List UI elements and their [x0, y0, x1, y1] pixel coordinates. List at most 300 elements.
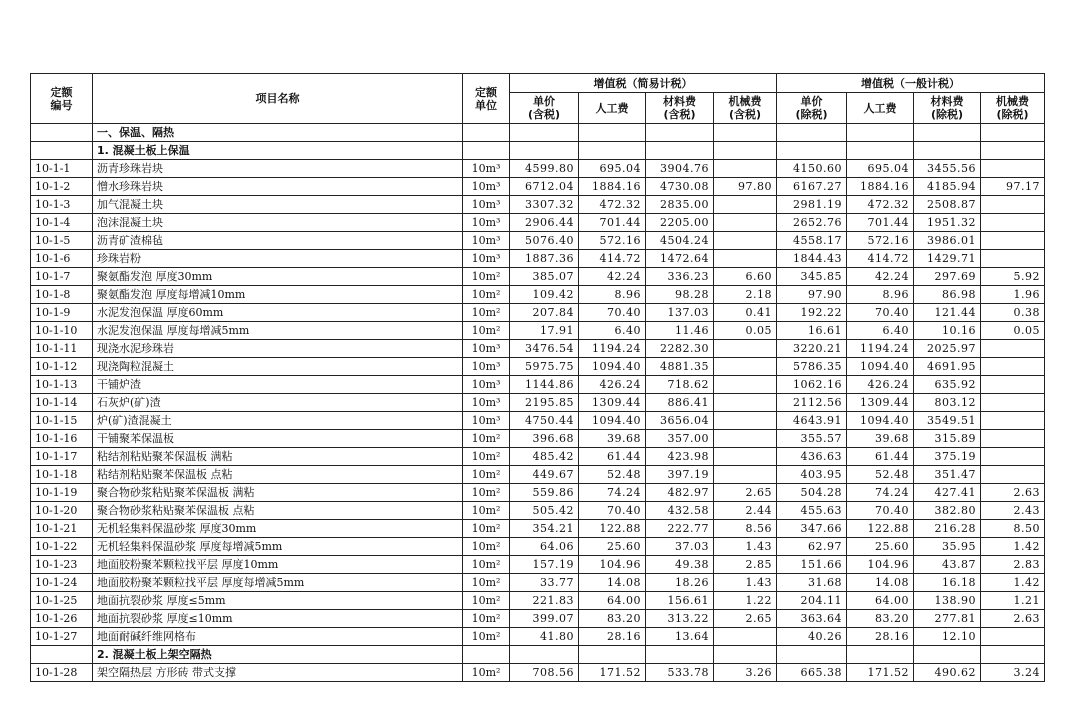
row-value: 4881.35: [646, 358, 714, 376]
row-unit: 10m³: [463, 376, 510, 394]
row-unit: 10m²: [463, 304, 510, 322]
subsection-title: 1. 混凝土板上保温: [93, 142, 463, 160]
row-value: 122.88: [847, 520, 914, 538]
table-row: [31, 664, 1045, 682]
row-name: 珍珠岩粉: [93, 250, 463, 268]
row-value: 3549.51: [914, 412, 981, 430]
row-unit: 10m³: [463, 214, 510, 232]
row-value: 62.97: [777, 538, 847, 556]
row-value: 42.24: [847, 268, 914, 286]
table-row: [31, 376, 1045, 394]
row-value: 695.04: [847, 160, 914, 178]
row-name: 现浇水泥珍珠岩: [93, 340, 463, 358]
row-value: 1.42: [981, 538, 1045, 556]
row-value: [981, 160, 1045, 178]
row-value: [714, 196, 777, 214]
row-value: 13.64: [646, 628, 714, 646]
row-code: 10-1-27: [31, 628, 93, 646]
row-value: 385.07: [510, 268, 579, 286]
row-value: 2112.56: [777, 394, 847, 412]
row-value: 701.44: [847, 214, 914, 232]
row-value: 42.24: [579, 268, 646, 286]
row-name: 沥青矿渣棉毡: [93, 232, 463, 250]
row-name: 沥青珍珠岩块: [93, 160, 463, 178]
row-value: 1309.44: [579, 394, 646, 412]
row-value: [714, 412, 777, 430]
row-value: 354.21: [510, 520, 579, 538]
row-value: 1472.64: [646, 250, 714, 268]
row-name: 粘结剂粘贴聚苯保温板 点粘: [93, 466, 463, 484]
row-value: 572.16: [847, 232, 914, 250]
row-value: [981, 430, 1045, 448]
row-value: 4643.91: [777, 412, 847, 430]
row-value: 2508.87: [914, 196, 981, 214]
row-code: 10-1-19: [31, 484, 93, 502]
row-value: 2.63: [981, 610, 1045, 628]
row-value: 490.62: [914, 664, 981, 682]
row-value: 3307.32: [510, 196, 579, 214]
row-unit: 10m³: [463, 358, 510, 376]
row-value: 2.65: [714, 484, 777, 502]
row-value: 61.44: [847, 448, 914, 466]
row-value: 151.66: [777, 556, 847, 574]
row-value: 396.68: [510, 430, 579, 448]
row-value: 414.72: [847, 250, 914, 268]
row-value: [981, 250, 1045, 268]
row-name: 炉(矿)渣混凝土: [93, 412, 463, 430]
row-value: 1.43: [714, 574, 777, 592]
row-value: 336.23: [646, 268, 714, 286]
row-value: 3986.01: [914, 232, 981, 250]
row-value: 0.41: [714, 304, 777, 322]
row-value: 1309.44: [847, 394, 914, 412]
row-unit: 10m²: [463, 592, 510, 610]
row-name: 聚合物砂浆粘贴聚苯保温板 点粘: [93, 502, 463, 520]
row-value: 70.40: [847, 502, 914, 520]
row-value: 1062.16: [777, 376, 847, 394]
row-name: 地面耐碱纤维网格布: [93, 628, 463, 646]
table-row: [31, 448, 1045, 466]
row-name: 聚合物砂浆粘贴聚苯保温板 满粘: [93, 484, 463, 502]
row-value: 5975.75: [510, 358, 579, 376]
row-unit: 10m²: [463, 664, 510, 682]
row-value: 427.41: [914, 484, 981, 502]
row-value: 1094.40: [847, 358, 914, 376]
row-value: 157.19: [510, 556, 579, 574]
row-value: 97.17: [981, 178, 1045, 196]
table-row: [31, 466, 1045, 484]
row-value: 35.95: [914, 538, 981, 556]
row-value: 559.86: [510, 484, 579, 502]
row-value: 2.65: [714, 610, 777, 628]
row-name: 地面抗裂砂浆 厚度≤5mm: [93, 592, 463, 610]
row-value: 2.18: [714, 286, 777, 304]
row-value: 2.85: [714, 556, 777, 574]
row-value: 403.95: [777, 466, 847, 484]
row-value: 382.80: [914, 502, 981, 520]
row-code: 10-1-25: [31, 592, 93, 610]
row-name: 干铺炉渣: [93, 376, 463, 394]
table-row: [31, 502, 1045, 520]
row-unit: 10m³: [463, 340, 510, 358]
row-unit: 10m²: [463, 484, 510, 502]
table-row: [31, 214, 1045, 232]
row-unit: 10m³: [463, 196, 510, 214]
row-value: 2.44: [714, 502, 777, 520]
row-value: 345.85: [777, 268, 847, 286]
row-name: 泡沫混凝土块: [93, 214, 463, 232]
row-unit: 10m²: [463, 628, 510, 646]
row-value: 97.80: [714, 178, 777, 196]
table-row: [31, 430, 1045, 448]
table-row: [31, 232, 1045, 250]
row-value: 313.22: [646, 610, 714, 628]
row-value: 708.56: [510, 664, 579, 682]
row-value: 315.89: [914, 430, 981, 448]
row-value: 8.56: [714, 520, 777, 538]
table-row: [31, 574, 1045, 592]
row-unit: 10m²: [463, 430, 510, 448]
row-value: 472.32: [579, 196, 646, 214]
row-value: 4185.94: [914, 178, 981, 196]
row-name: 架空隔热层 方形砖 带式支撑: [93, 664, 463, 682]
header-simple-col-0: 单价 (含税): [510, 93, 579, 124]
row-value: 8.96: [579, 286, 646, 304]
row-value: 109.42: [510, 286, 579, 304]
row-value: 4599.80: [510, 160, 579, 178]
row-value: 4504.24: [646, 232, 714, 250]
row-unit: 10m²: [463, 322, 510, 340]
row-value: 2906.44: [510, 214, 579, 232]
row-value: 375.19: [914, 448, 981, 466]
row-value: 4150.60: [777, 160, 847, 178]
row-value: 83.20: [579, 610, 646, 628]
row-code: 10-1-20: [31, 502, 93, 520]
subsection-row: [31, 646, 1045, 664]
row-value: 347.66: [777, 520, 847, 538]
row-value: 5076.40: [510, 232, 579, 250]
row-value: 455.63: [777, 502, 847, 520]
section-row: [31, 124, 1045, 142]
row-value: [981, 628, 1045, 646]
row-value: 25.60: [847, 538, 914, 556]
table-row: [31, 322, 1045, 340]
row-code: 10-1-11: [31, 340, 93, 358]
row-value: 886.41: [646, 394, 714, 412]
table-row: [31, 196, 1045, 214]
row-name: 聚氨酯发泡 厚度30mm: [93, 268, 463, 286]
row-value: 64.00: [579, 592, 646, 610]
row-value: 426.24: [579, 376, 646, 394]
row-unit: 10m²: [463, 286, 510, 304]
table-row: [31, 286, 1045, 304]
row-value: 18.26: [646, 574, 714, 592]
row-value: [714, 466, 777, 484]
row-value: 2981.19: [777, 196, 847, 214]
row-value: [714, 214, 777, 232]
row-value: 399.07: [510, 610, 579, 628]
row-value: 16.18: [914, 574, 981, 592]
header-code: 定额 编号: [31, 74, 93, 124]
row-code: 10-1-9: [31, 304, 93, 322]
row-value: 3220.21: [777, 340, 847, 358]
section-title: 一、保温、隔热: [93, 124, 463, 142]
row-value: 2.43: [981, 502, 1045, 520]
table-body: [31, 124, 1045, 682]
row-unit: 10m³: [463, 160, 510, 178]
row-value: 1194.24: [579, 340, 646, 358]
row-value: 192.22: [777, 304, 847, 322]
row-value: 1094.40: [579, 358, 646, 376]
row-code: 10-1-15: [31, 412, 93, 430]
row-value: 41.80: [510, 628, 579, 646]
row-value: 4750.44: [510, 412, 579, 430]
row-value: 14.08: [579, 574, 646, 592]
row-value: 357.00: [646, 430, 714, 448]
table-row: [31, 556, 1045, 574]
row-name: 加气混凝土块: [93, 196, 463, 214]
row-value: 1.22: [714, 592, 777, 610]
row-value: 4691.95: [914, 358, 981, 376]
row-value: [714, 628, 777, 646]
row-value: [714, 160, 777, 178]
row-value: 222.77: [646, 520, 714, 538]
row-value: [714, 376, 777, 394]
row-code: 10-1-10: [31, 322, 93, 340]
row-value: 397.19: [646, 466, 714, 484]
subsection-title: 2. 混凝土板上架空隔热: [93, 646, 463, 664]
row-value: [981, 214, 1045, 232]
row-value: 5.92: [981, 268, 1045, 286]
row-value: 423.98: [646, 448, 714, 466]
table-row: [31, 628, 1045, 646]
row-value: 97.90: [777, 286, 847, 304]
row-value: 138.90: [914, 592, 981, 610]
row-value: 39.68: [847, 430, 914, 448]
row-value: 0.05: [981, 322, 1045, 340]
row-code: 10-1-26: [31, 610, 93, 628]
row-value: 39.68: [579, 430, 646, 448]
row-value: 505.42: [510, 502, 579, 520]
row-value: 61.44: [579, 448, 646, 466]
table-row: [31, 268, 1045, 286]
row-value: 137.03: [646, 304, 714, 322]
row-name: 地面抗裂砂浆 厚度≤10mm: [93, 610, 463, 628]
row-code: 10-1-7: [31, 268, 93, 286]
row-value: [981, 394, 1045, 412]
row-code: 10-1-14: [31, 394, 93, 412]
row-code: 10-1-16: [31, 430, 93, 448]
row-code: 10-1-18: [31, 466, 93, 484]
row-code: 10-1-12: [31, 358, 93, 376]
row-value: 70.40: [579, 304, 646, 322]
row-code: 10-1-3: [31, 196, 93, 214]
row-value: 3904.76: [646, 160, 714, 178]
row-unit: 10m²: [463, 466, 510, 484]
header-general-col-2: 材料费 (除税): [914, 93, 981, 124]
row-value: 98.28: [646, 286, 714, 304]
row-name: 地面胶粉聚苯颗粒找平层 厚度每增减5mm: [93, 574, 463, 592]
row-value: 64.00: [847, 592, 914, 610]
table-row: [31, 520, 1045, 538]
row-value: 1.96: [981, 286, 1045, 304]
row-value: 6.40: [579, 322, 646, 340]
row-code: 10-1-4: [31, 214, 93, 232]
table-row: [31, 340, 1045, 358]
row-value: 665.38: [777, 664, 847, 682]
row-code: 10-1-8: [31, 286, 93, 304]
table-row: [31, 538, 1045, 556]
row-value: [714, 448, 777, 466]
row-value: 4730.08: [646, 178, 714, 196]
table-row: [31, 160, 1045, 178]
row-value: [981, 232, 1045, 250]
row-value: 86.98: [914, 286, 981, 304]
row-value: 1887.36: [510, 250, 579, 268]
row-value: 207.84: [510, 304, 579, 322]
row-code: 10-1-28: [31, 664, 93, 682]
row-value: 122.88: [579, 520, 646, 538]
row-value: 718.62: [646, 376, 714, 394]
row-name: 干铺聚苯保温板: [93, 430, 463, 448]
row-value: 33.77: [510, 574, 579, 592]
row-value: 803.12: [914, 394, 981, 412]
row-value: 3455.56: [914, 160, 981, 178]
row-name: 聚氨酯发泡 厚度每增减10mm: [93, 286, 463, 304]
row-name: 地面胶粉聚苯颗粒找平层 厚度10mm: [93, 556, 463, 574]
header-group-general: 增值税（一般计税）: [777, 74, 1045, 93]
row-code: 10-1-21: [31, 520, 93, 538]
row-value: 635.92: [914, 376, 981, 394]
quota-table: [30, 73, 1045, 682]
table-row: [31, 484, 1045, 502]
row-value: 6167.27: [777, 178, 847, 196]
row-name: 水泥发泡保温 厚度每增减5mm: [93, 322, 463, 340]
row-value: [714, 430, 777, 448]
row-unit: 10m³: [463, 250, 510, 268]
row-value: 1194.24: [847, 340, 914, 358]
row-value: 11.46: [646, 322, 714, 340]
header-simple-col-1: 人工费: [579, 93, 646, 124]
row-value: 414.72: [579, 250, 646, 268]
row-value: [981, 376, 1045, 394]
row-value: 3.24: [981, 664, 1045, 682]
row-value: 1.43: [714, 538, 777, 556]
row-name: 憎水珍珠岩块: [93, 178, 463, 196]
row-value: 121.44: [914, 304, 981, 322]
table-row: [31, 178, 1045, 196]
row-value: 1429.71: [914, 250, 981, 268]
row-value: 8.50: [981, 520, 1045, 538]
row-value: 436.63: [777, 448, 847, 466]
header-group-simple: 增值税（简易计税）: [510, 74, 777, 93]
row-value: 74.24: [579, 484, 646, 502]
row-value: 104.96: [847, 556, 914, 574]
subsection-row: [31, 142, 1045, 160]
row-value: 1884.16: [847, 178, 914, 196]
row-value: 3656.04: [646, 412, 714, 430]
row-value: 533.78: [646, 664, 714, 682]
row-code: 10-1-5: [31, 232, 93, 250]
row-name: 石灰炉(矿)渣: [93, 394, 463, 412]
row-value: 355.57: [777, 430, 847, 448]
row-value: 1.42: [981, 574, 1045, 592]
row-unit: 10m²: [463, 574, 510, 592]
header-general-col-0: 单价 (除税): [777, 93, 847, 124]
row-value: 0.05: [714, 322, 777, 340]
row-value: [981, 196, 1045, 214]
row-value: [981, 466, 1045, 484]
row-value: 695.04: [579, 160, 646, 178]
row-unit: 10m³: [463, 232, 510, 250]
header-name: 项目名称: [93, 74, 463, 124]
row-name: 粘结剂粘贴聚苯保温板 满粘: [93, 448, 463, 466]
row-value: 2.63: [981, 484, 1045, 502]
row-value: 37.03: [646, 538, 714, 556]
row-value: 171.52: [847, 664, 914, 682]
row-value: [981, 340, 1045, 358]
table-row: [31, 358, 1045, 376]
row-value: 701.44: [579, 214, 646, 232]
row-value: 43.87: [914, 556, 981, 574]
row-value: 156.61: [646, 592, 714, 610]
row-value: [714, 250, 777, 268]
table-row: [31, 250, 1045, 268]
row-value: 64.06: [510, 538, 579, 556]
row-value: 4558.17: [777, 232, 847, 250]
row-value: 17.91: [510, 322, 579, 340]
row-value: 25.60: [579, 538, 646, 556]
row-value: 74.24: [847, 484, 914, 502]
row-value: 1.21: [981, 592, 1045, 610]
row-value: 2652.76: [777, 214, 847, 232]
row-value: 52.48: [847, 466, 914, 484]
row-value: 482.97: [646, 484, 714, 502]
row-unit: 10m³: [463, 178, 510, 196]
row-code: 10-1-13: [31, 376, 93, 394]
row-name: 现浇陶粒混凝土: [93, 358, 463, 376]
row-code: 10-1-24: [31, 574, 93, 592]
row-value: 40.26: [777, 628, 847, 646]
row-value: 104.96: [579, 556, 646, 574]
row-value: 1951.32: [914, 214, 981, 232]
row-name: 水泥发泡保温 厚度60mm: [93, 304, 463, 322]
row-value: 485.42: [510, 448, 579, 466]
row-value: 52.48: [579, 466, 646, 484]
row-name: 无机轻集料保温砂浆 厚度30mm: [93, 520, 463, 538]
row-code: 10-1-22: [31, 538, 93, 556]
row-unit: 10m²: [463, 268, 510, 286]
row-unit: 10m³: [463, 412, 510, 430]
row-value: [714, 340, 777, 358]
header-general-col-1: 人工费: [847, 93, 914, 124]
row-value: 31.68: [777, 574, 847, 592]
row-value: 8.96: [847, 286, 914, 304]
row-value: [981, 412, 1045, 430]
row-value: 1144.86: [510, 376, 579, 394]
row-value: 70.40: [579, 502, 646, 520]
row-code: 10-1-2: [31, 178, 93, 196]
row-value: 204.11: [777, 592, 847, 610]
row-value: 432.58: [646, 502, 714, 520]
table-row: [31, 394, 1045, 412]
row-value: 2835.00: [646, 196, 714, 214]
row-value: 572.16: [579, 232, 646, 250]
row-value: 28.16: [847, 628, 914, 646]
row-unit: 10m²: [463, 520, 510, 538]
row-value: [981, 358, 1045, 376]
row-value: 0.38: [981, 304, 1045, 322]
